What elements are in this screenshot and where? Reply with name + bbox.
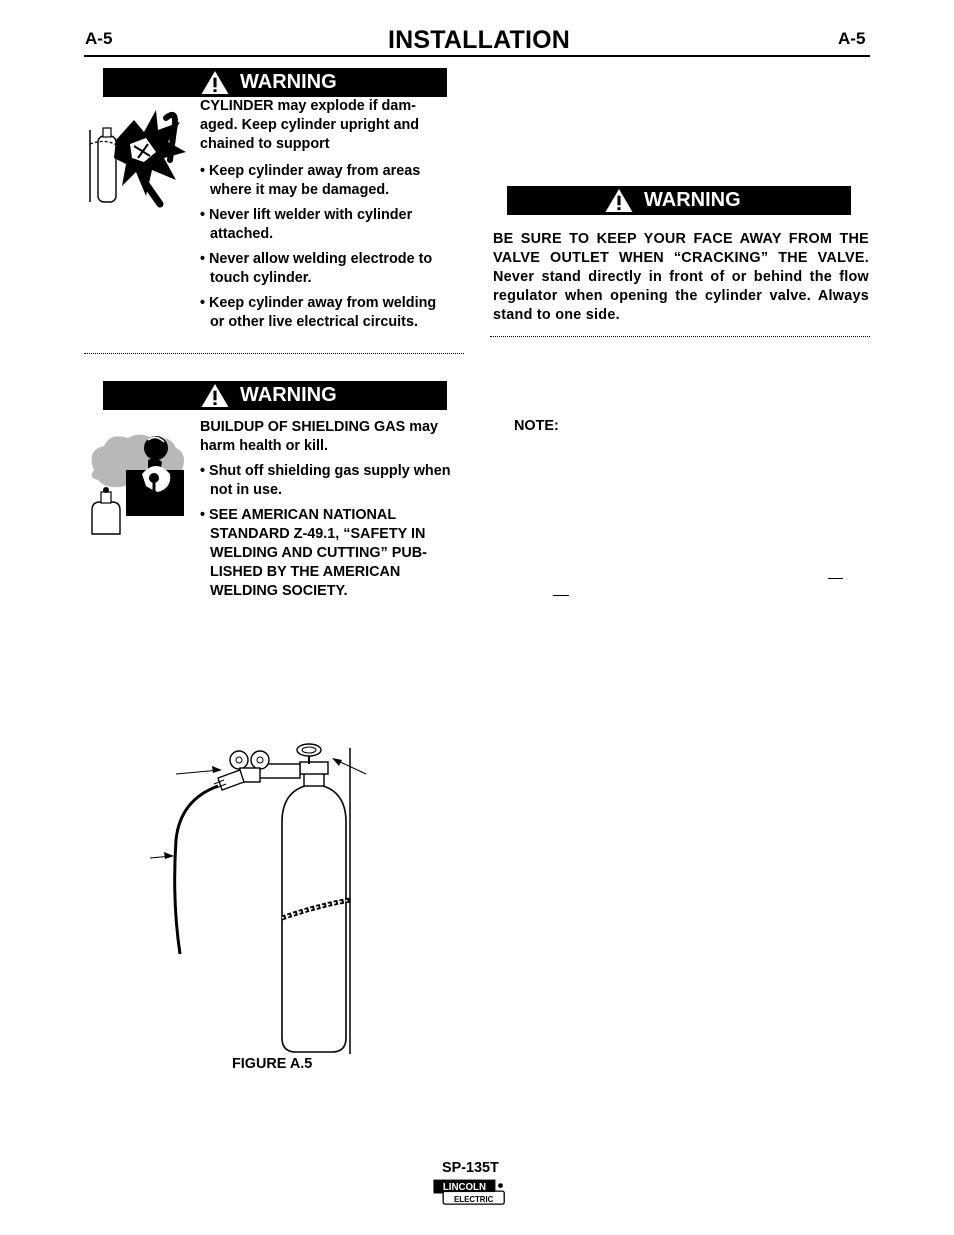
warning-banner-cylinder	[103, 68, 447, 97]
underline-mark	[553, 595, 569, 596]
section-divider	[490, 336, 870, 337]
warning1-intro: CYLINDER may explode if dam- aged. Keep cylinder upright and chained to support	[200, 98, 420, 152]
note-label: NOTE:	[514, 418, 559, 434]
warning-label: WARNING	[240, 71, 337, 93]
warning2-intro: BUILDUP OF SHIELDING GAS may harm health or kill.	[200, 419, 439, 454]
warning2-text	[200, 418, 462, 601]
svg-text:ELECTRIC: ELECTRIC	[454, 1194, 494, 1204]
warning2-bullet: • Shut off shielding gas supply when not in use.	[200, 463, 451, 498]
warning-banner-valve	[507, 186, 851, 215]
warning1-text	[200, 97, 450, 332]
warning1-bullet: • Never allow welding electrode to touch cylinder.	[200, 251, 433, 286]
warning3-text: BE SURE TO KEEP YOUR FACE AWAY FROM THE VALVE OUTLET WHEN “CRACKING” THE VALVE. Never stand directly in front of or behind the flow regulator when opening the cylinder valve. Always stand to one side.	[493, 231, 869, 323]
warning1-bullet: • Keep cylinder away from areas where it may be damaged.	[200, 163, 421, 198]
underline-mark	[828, 578, 843, 579]
warning1-bullet: • Keep cylinder away from welding or other live electrical circuits.	[200, 295, 437, 330]
gas-inhalation-icon	[86, 430, 186, 538]
page-title: INSTALLATION	[388, 26, 571, 54]
svg-text:LINCOLN: LINCOLN	[442, 1181, 487, 1193]
warning-label: WARNING	[644, 189, 741, 211]
warning2-bullet: • SEE AMERICAN NATIONAL STANDARD Z-49.1, “SAFETY IN WELDING AND CUTTING” PUB- LISHED BY THE AMERICAN WELDING SOCIETY.	[200, 507, 427, 599]
header-rule	[84, 55, 870, 57]
page-number-left: A-5	[85, 29, 113, 48]
page-number-right: A-5	[838, 29, 866, 48]
warning-triangle-icon	[200, 383, 230, 408]
figure-caption: FIGURE A.5	[232, 1056, 313, 1072]
warning1-bullet: • Never lift welder with cylinder attached.	[200, 207, 413, 242]
model-number: SP-135T	[442, 1160, 499, 1176]
gas-cylinder-regulator-diagram	[140, 740, 370, 1060]
lincoln-electric-logo	[433, 1178, 507, 1208]
warning-label: WARNING	[240, 384, 337, 406]
warning-triangle-icon	[200, 70, 230, 95]
exploding-cylinder-icon	[86, 100, 190, 208]
warning-triangle-icon	[604, 188, 634, 213]
section-divider	[84, 353, 464, 354]
warning-banner-gas	[103, 381, 447, 410]
